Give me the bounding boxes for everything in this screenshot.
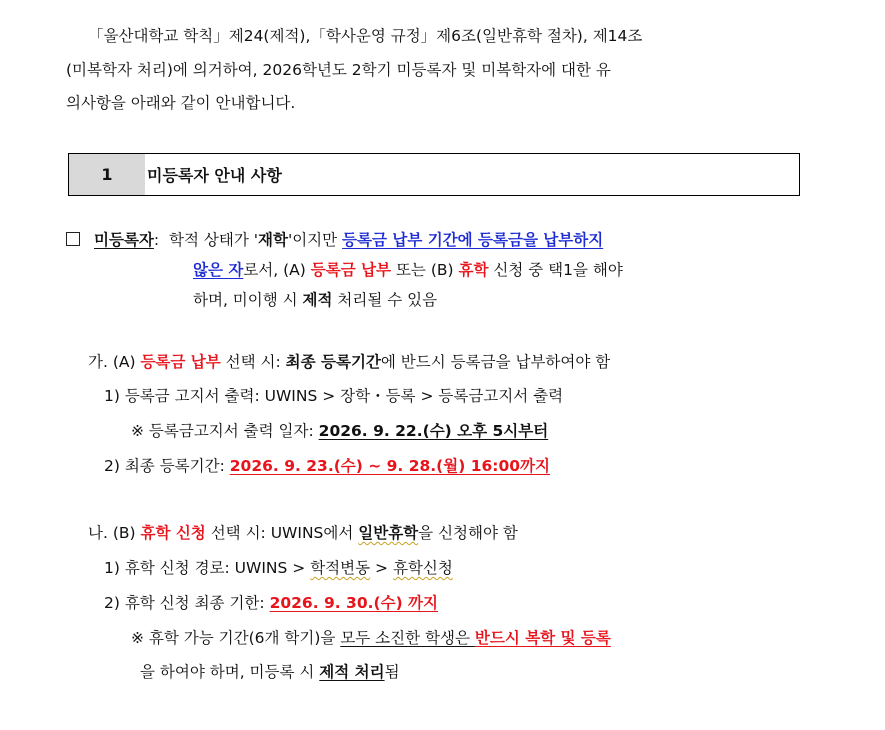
- na-label: 나. (B): [88, 524, 141, 542]
- ga-option: 등록금 납부: [140, 353, 221, 371]
- intro-line-2: (미복학자 처리)에 의거하여, 2026학년도 2학기 미등록자 및 미복학자에 대한 유: [66, 61, 611, 79]
- na-note-text: ※ 휴학 가능 기간(6개 학기)을: [131, 629, 341, 647]
- def-text: 처리될 수 있음: [332, 291, 438, 309]
- na-note-expel: 제적 처리: [319, 663, 385, 681]
- ga-item-2: [104, 455, 550, 477]
- intro-line-1: 「울산대학교 학칙」제24(제적),「학사운영 규정」제6조(일반휴학 절차), 제14조: [88, 27, 643, 45]
- def-option-b: 휴학: [458, 261, 489, 279]
- def-text: 또는 (B): [391, 261, 459, 279]
- def-text: 신청 중 택1을 해야: [488, 261, 623, 279]
- ga-item-1: 1) 등록금 고지서 출력: UWINS > 장학・등록 > 등록금고지서 출력: [104, 387, 564, 405]
- definition-line-2: [193, 259, 623, 281]
- checkbox-icon: [66, 232, 80, 246]
- na-option: 휴학 신청: [140, 524, 206, 542]
- na-heading: [88, 522, 518, 544]
- ga-final-period: 최종 등록기간: [285, 353, 381, 371]
- ga-note-date: 2026. 9. 22.(수) 오후 5시부터: [318, 422, 549, 440]
- na-text: 을 신청해야 함: [418, 524, 518, 542]
- na-note-emphasis: 반드시 복학 및 등록: [474, 629, 611, 647]
- def-text: 로서, (A): [243, 261, 311, 279]
- ga-label: 가. (A): [88, 353, 141, 371]
- def-highlight-cont: 않은 자: [193, 261, 244, 279]
- section-header: [68, 153, 800, 196]
- na-item-2-label: 2) 휴학 신청 최종 기한:: [104, 594, 270, 612]
- na-deadline: 2026. 9. 30.(수) 까지: [269, 594, 438, 612]
- section-number: 1: [69, 154, 145, 195]
- ga-heading: [88, 351, 610, 373]
- definition-colon: :: [153, 231, 160, 249]
- ga-text: 에 반드시 등록금을 납부하여야 함: [380, 353, 611, 371]
- na-item-2: [104, 592, 438, 614]
- def-highlight: 등록금 납부 기간에 등록금을 납부하지: [342, 231, 604, 249]
- def-status: 재학: [257, 231, 288, 249]
- def-text: 하며, 미이행 시: [193, 291, 303, 309]
- na-note-underline: 모두 소진한 학생은: [340, 629, 475, 647]
- na-leave-type: 일반휴학: [358, 524, 419, 542]
- definition-term: 미등록자: [94, 231, 154, 249]
- ga-note: [131, 420, 548, 442]
- definition-line-3: [193, 289, 437, 311]
- na-text: 선택 시: UWINS에서: [205, 524, 359, 542]
- na-note-text: 을 하여야 하며, 미등록 시: [140, 663, 320, 681]
- na-item-1-text: >: [370, 559, 393, 577]
- na-path-step: 학적변동: [310, 559, 371, 577]
- section-title: 미등록자 안내 사항: [147, 166, 282, 185]
- def-expel: 제적: [302, 291, 333, 309]
- definition-line-1: [66, 229, 603, 251]
- def-text: 학적 상태가 ': [169, 231, 258, 249]
- ga-text: 선택 시:: [220, 353, 286, 371]
- na-note-line-1: [131, 627, 611, 649]
- def-option-a: 등록금 납부: [310, 261, 392, 279]
- na-note-text: 됨: [384, 663, 400, 681]
- ga-item-2-label: 2) 최종 등록기간:: [104, 457, 230, 475]
- na-note-line-2: [140, 661, 400, 683]
- na-item-1: [104, 557, 453, 579]
- na-item-1-text: 1) 휴학 신청 경로: UWINS >: [104, 559, 311, 577]
- ga-deadline: 2026. 9. 23.(수) ~ 9. 28.(월) 16:00까지: [229, 457, 550, 475]
- def-text: '이지만: [287, 231, 343, 249]
- na-path-step: 휴학신청: [392, 559, 453, 577]
- ga-note-text: ※ 등록금고지서 출력 일자:: [131, 422, 319, 440]
- intro-line-3: 의사항을 아래와 같이 안내합니다.: [66, 94, 296, 112]
